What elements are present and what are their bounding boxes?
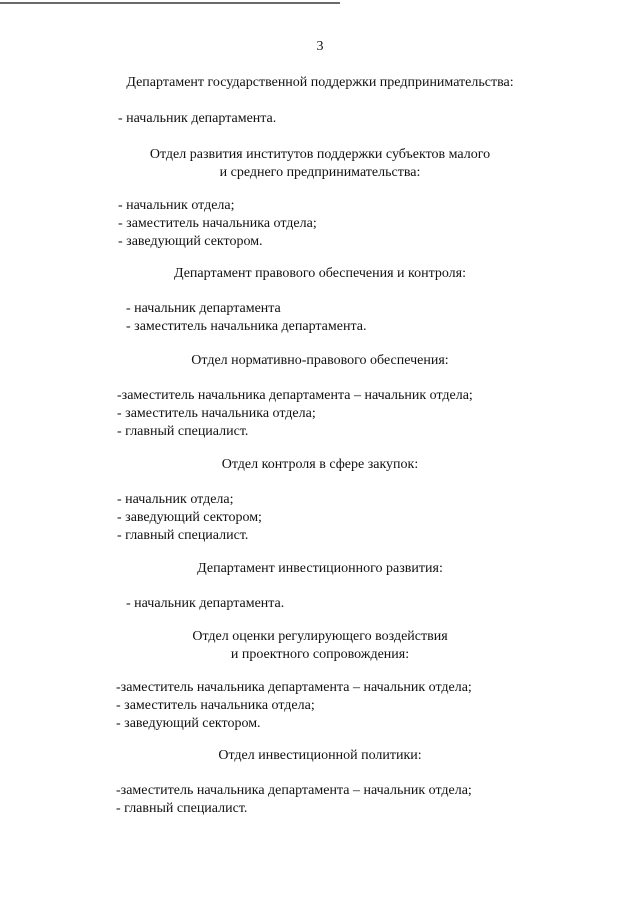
heading-line: и проектного сопровождения:: [230, 647, 410, 662]
list-item: -заместитель начальника департамента – начальник отдела;: [116, 783, 472, 798]
heading-line: и среднего предпринимательства:: [219, 165, 421, 180]
position-list: [118, 110, 276, 128]
position-list: [116, 782, 472, 818]
section-heading: [0, 265, 640, 283]
heading-line: Отдел контроля в сфере закупок:: [221, 457, 419, 472]
section-heading: [0, 747, 640, 765]
page-number: 3: [316, 39, 324, 54]
section-heading: [0, 74, 640, 92]
list-item: - заместитель начальника отдела;: [116, 698, 315, 713]
section-heading: [0, 628, 640, 664]
list-item: - начальник департамента: [126, 301, 281, 316]
heading-line: Отдел оценки регулирующего воздействия: [192, 629, 448, 644]
list-item: - главный специалист.: [117, 424, 249, 439]
list-item: - заведующий сектором.: [116, 716, 261, 731]
position-list: [126, 300, 366, 336]
list-item: - главный специалист.: [116, 801, 248, 816]
list-item: - начальник департамента.: [118, 111, 277, 126]
position-list: [117, 387, 473, 441]
list-item: - заместитель начальника департамента.: [126, 319, 367, 334]
position-list: [126, 595, 284, 613]
section-heading: [0, 146, 640, 182]
list-item: - начальник отдела;: [117, 492, 234, 507]
list-item: -заместитель начальника департамента – начальник отдела;: [117, 388, 473, 403]
heading-line: Отдел нормативно-правового обеспечения:: [191, 353, 449, 368]
list-item: - начальник департамента.: [126, 596, 285, 611]
position-list: [116, 679, 472, 733]
list-item: -заместитель начальника департамента – начальник отдела;: [116, 680, 472, 695]
heading-line: Департамент правового обеспечения и контроля:: [173, 266, 467, 281]
section-heading: [0, 560, 640, 578]
section-heading: [0, 352, 640, 370]
list-item: - заместитель начальника отдела;: [117, 406, 316, 421]
heading-line: Департамент государственной поддержки предпринимательства:: [126, 75, 514, 90]
heading-line: Департамент инвестиционного развития:: [197, 561, 443, 576]
list-item: - заведующий сектором.: [118, 234, 263, 249]
list-item: - главный специалист.: [117, 528, 249, 543]
list-item: - начальник отдела;: [118, 198, 235, 213]
position-list: [117, 491, 262, 545]
list-item: - заведующий сектором;: [117, 510, 262, 525]
section-heading: [0, 456, 640, 474]
position-list: [118, 197, 317, 251]
scan-edge-line: [0, 2, 340, 4]
heading-line: Отдел инвестиционной политики:: [218, 748, 422, 763]
list-item: - заместитель начальника отдела;: [118, 216, 317, 231]
heading-line: Отдел развития институтов поддержки субъектов малого: [149, 147, 491, 162]
